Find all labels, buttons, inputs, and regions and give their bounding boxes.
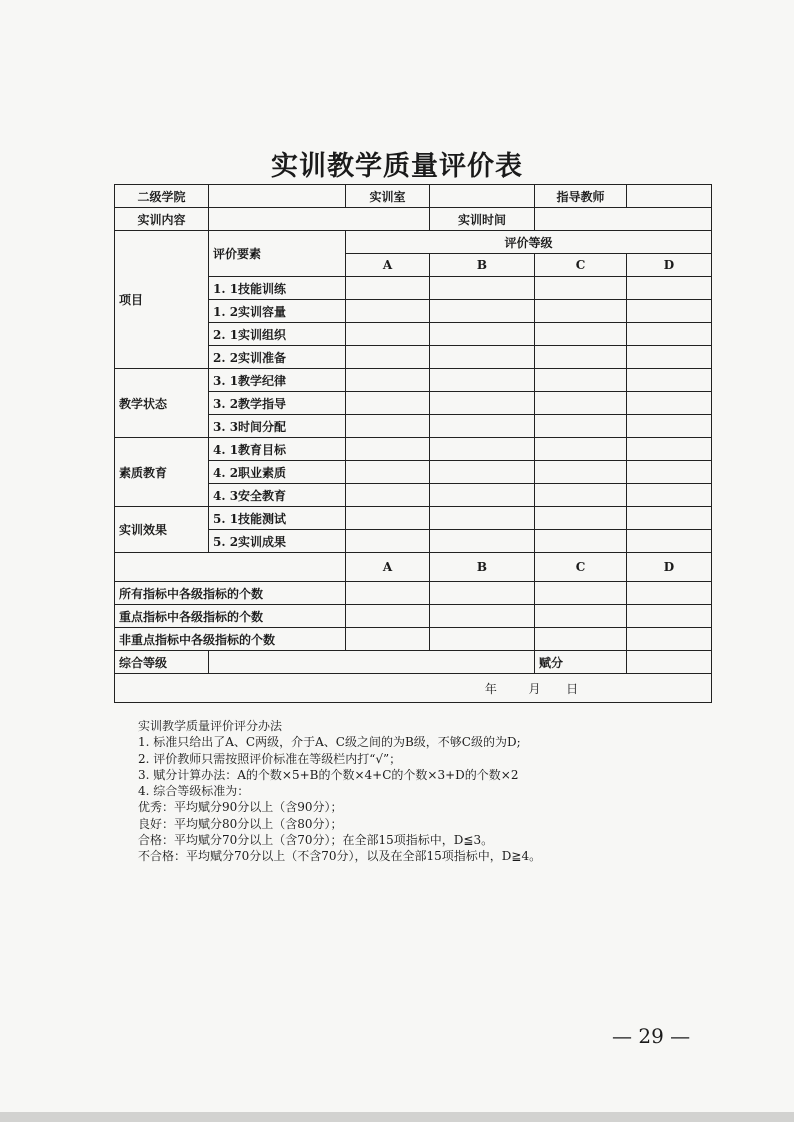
score-label: 赋分 [535,651,627,674]
grade-cell[interactable] [346,507,430,530]
scan-edge-divider [0,1112,794,1122]
grade-cell[interactable] [627,461,712,484]
group-name: 项目 [115,231,209,369]
grade-cell[interactable] [430,277,535,300]
count-cell[interactable] [430,605,535,628]
grade-cell[interactable] [627,530,712,553]
grade-cell[interactable] [627,277,712,300]
grade-cell[interactable] [346,346,430,369]
evaluation-table [114,184,712,703]
count-cell[interactable] [430,628,535,651]
grade-cell[interactable] [430,369,535,392]
grade-cell[interactable] [430,530,535,553]
score-field[interactable] [627,651,712,674]
date-day: 日 [566,681,579,696]
summary-grade-a: A [346,553,430,582]
grade-b-header: B [430,254,535,277]
grade-cell[interactable] [346,415,430,438]
grade-cell[interactable] [535,530,627,553]
time-field[interactable] [535,208,712,231]
grade-cell[interactable] [627,323,712,346]
note-line: 不合格：平均赋分70分以上（不含70分），以及在全部15项指标中，D≧4。 [138,849,542,864]
time-label: 实训时间 [430,208,535,231]
date-row[interactable] [115,674,712,703]
count-cell[interactable] [346,628,430,651]
item-label: 3. 3时间分配 [209,415,346,438]
grade-cell[interactable] [346,369,430,392]
item-label: 1. 1技能训练 [209,277,346,300]
summary-row-label: 重点指标中各级指标的个数 [115,605,346,628]
teacher-label: 指导教师 [535,185,627,208]
grade-cell[interactable] [430,484,535,507]
note-line: 优秀：平均赋分90分以上（含90分）； [138,800,343,815]
grade-cell[interactable] [627,346,712,369]
item-label: 2. 2实训准备 [209,346,346,369]
summary-grade-d: D [627,553,712,582]
grade-cell[interactable] [535,369,627,392]
item-label: 4. 1教育目标 [209,438,346,461]
grade-cell[interactable] [627,507,712,530]
grade-cell[interactable] [430,415,535,438]
form-title: 实训教学质量评价表 [271,151,523,182]
note-line: 1. 标准只给出了A、C两级，介于A、C级之间的为B级，不够C级的为D; [138,735,521,750]
grade-c-header: C [535,254,627,277]
note-line: 2. 评价教师只需按照评价标准在等级栏内打“√”； [138,751,402,766]
grade-cell[interactable] [346,323,430,346]
grade-cell[interactable] [430,300,535,323]
grade-cell[interactable] [346,300,430,323]
grade-cell[interactable] [535,438,627,461]
item-label: 3. 2教学指导 [209,392,346,415]
room-field[interactable] [430,185,535,208]
grade-cell[interactable] [430,507,535,530]
grade-d-header: D [627,254,712,277]
room-label: 实训室 [346,185,430,208]
grade-cell[interactable] [535,461,627,484]
item-label: 2. 1实训组织 [209,323,346,346]
page-number: — 29 — [612,1024,691,1048]
grade-cell[interactable] [627,484,712,507]
grade-cell[interactable] [627,438,712,461]
overall-grade-field[interactable] [209,651,535,674]
grade-cell[interactable] [535,346,627,369]
grade-cell[interactable] [346,530,430,553]
count-cell[interactable] [535,582,627,605]
grade-cell[interactable] [346,484,430,507]
grade-cell[interactable] [430,392,535,415]
note-line: 合格：平均赋分70分以上（含70分）；在全部15项指标中，D≦3。 [138,833,494,848]
grade-cell[interactable] [430,438,535,461]
date-month: 月 [528,681,541,696]
grade-header: 评价等级 [346,231,712,254]
count-cell[interactable] [627,605,712,628]
grade-cell[interactable] [627,369,712,392]
content-field[interactable] [209,208,430,231]
count-cell[interactable] [627,628,712,651]
date-year: 年 [484,681,497,696]
teacher-field[interactable] [627,185,712,208]
grade-cell[interactable] [346,277,430,300]
note-line: 3. 赋分计算办法：A的个数×5+B的个数×4+C的个数×3+D的个数×2 [138,767,519,782]
item-label: 4. 2职业素质 [209,461,346,484]
item-label: 3. 1教学纪律 [209,369,346,392]
group-name: 素质教育 [115,438,209,507]
summary-grade-b: B [430,553,535,582]
count-cell[interactable] [627,582,712,605]
grade-cell[interactable] [430,461,535,484]
grade-cell[interactable] [346,392,430,415]
grade-a-header: A [346,254,430,277]
item-label: 5. 2实训成果 [209,530,346,553]
grade-cell[interactable] [535,300,627,323]
grade-cell[interactable] [535,323,627,346]
group-name: 实训效果 [115,507,209,553]
college-field[interactable] [209,185,346,208]
grade-cell[interactable] [535,415,627,438]
grade-cell[interactable] [430,346,535,369]
notes-heading: 实训教学质量评价评分办法 [138,719,283,733]
count-cell[interactable] [430,582,535,605]
summary-row-label: 所有指标中各级指标的个数 [115,582,346,605]
summary-grade-c: C [535,553,627,582]
grade-cell[interactable] [535,392,627,415]
grade-cell[interactable] [430,323,535,346]
count-cell[interactable] [346,605,430,628]
summary-corner [115,553,346,582]
count-cell[interactable] [535,628,627,651]
count-cell[interactable] [535,605,627,628]
note-line: 良好：平均赋分80分以上（含80分）； [138,816,343,831]
count-cell[interactable] [346,582,430,605]
college-label: 二级学院 [115,185,209,208]
group-name: 教学状态 [115,369,209,438]
grade-cell[interactable] [346,438,430,461]
item-label: 5. 1技能测试 [209,507,346,530]
grade-cell[interactable] [627,392,712,415]
content-label: 实训内容 [115,208,209,231]
item-label: 4. 3安全教育 [209,484,346,507]
grade-cell[interactable] [627,415,712,438]
summary-row-label: 非重点指标中各级指标的个数 [115,628,346,651]
grade-cell[interactable] [535,277,627,300]
grade-cell[interactable] [346,461,430,484]
element-header: 评价要素 [209,231,346,277]
overall-grade-label: 综合等级 [115,651,209,674]
note-line: 4. 综合等级标准为： [138,784,250,799]
item-label: 1. 2实训容量 [209,300,346,323]
scoring-notes [138,718,698,865]
grade-cell[interactable] [535,507,627,530]
grade-cell[interactable] [627,300,712,323]
grade-cell[interactable] [535,484,627,507]
